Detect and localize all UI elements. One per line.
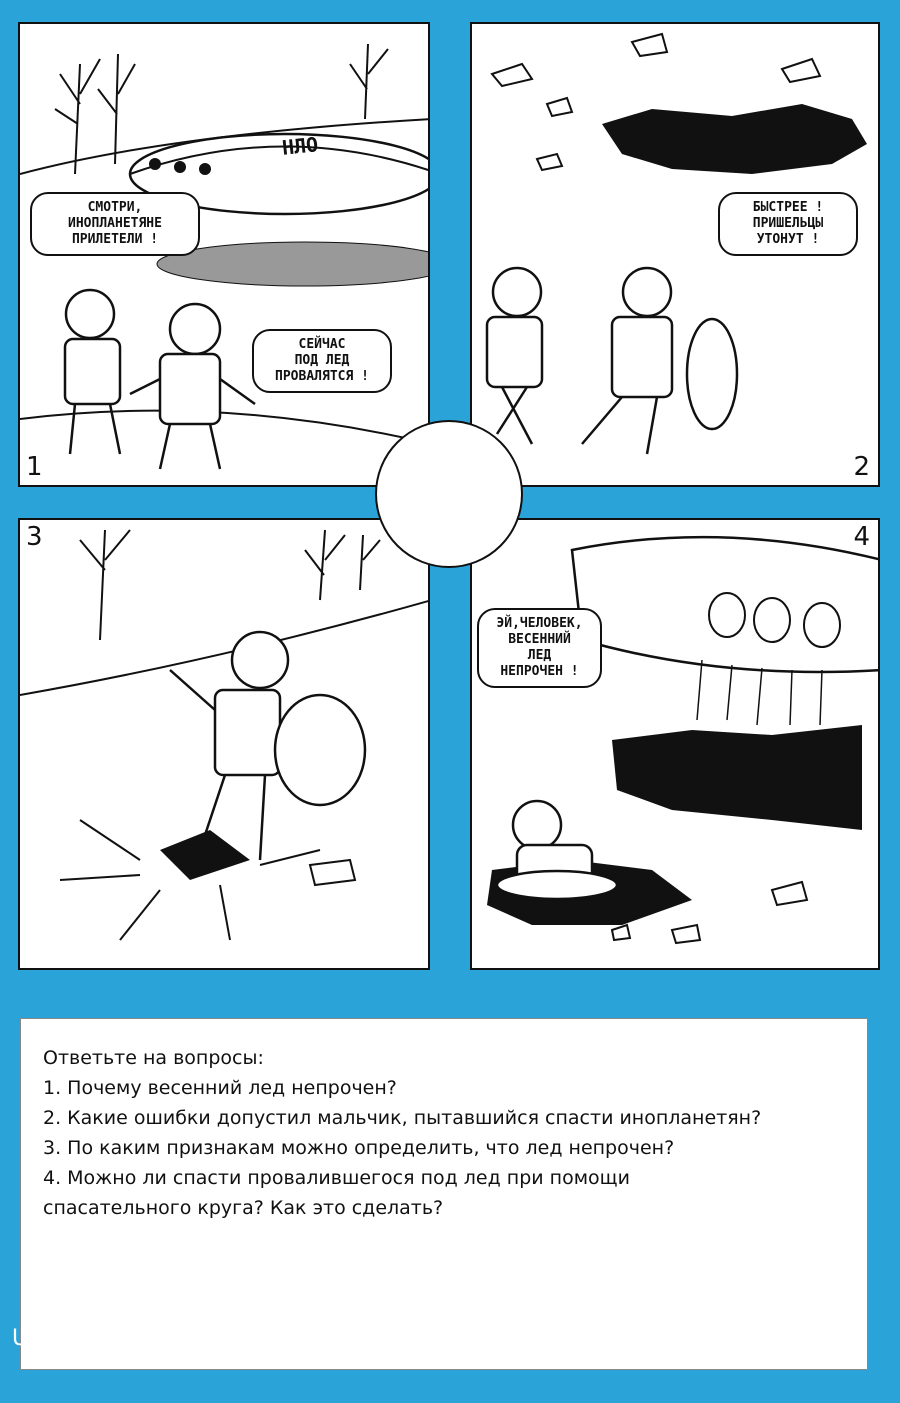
bubble-line: ПРИШЕЛЬЦЫ	[752, 216, 824, 231]
bubble-line: ЛЕД	[527, 648, 552, 663]
speech-bubble	[30, 192, 200, 256]
bubble-line: ПРИЛЕТЕЛИ !	[71, 232, 159, 247]
bubble-line: НЕПРОЧЕН !	[500, 664, 579, 679]
bubble-line: ЭЙ,ЧЕЛОВЕК,	[496, 616, 583, 631]
boy-left	[65, 290, 120, 454]
speech-bubble	[252, 329, 392, 393]
questions-heading: Ответьте на вопросы:	[43, 1047, 264, 1069]
panel-number: 2	[853, 452, 870, 482]
panel-number: 1	[26, 452, 43, 482]
comic-panel-4	[470, 518, 880, 970]
bubble-line: ПОД ЛЕД	[294, 353, 350, 368]
questions-box	[20, 1018, 868, 1370]
comic-panel-1	[18, 22, 430, 487]
question-item: спасательного круга? Как это сделать?	[43, 1197, 444, 1219]
bubble-line: БЫСТРЕЕ !	[752, 200, 824, 215]
speech-bubble	[718, 192, 858, 256]
ufo-drawing	[572, 537, 880, 672]
comic-panel-3	[18, 518, 430, 970]
panel-number: 4	[853, 522, 870, 552]
ufo-label: НЛО	[280, 132, 320, 160]
question-item: 3. По каким признакам можно определить, что лед непрочен?	[43, 1137, 675, 1159]
question-item: 4. Можно ли спасти провалившегося под лед при помощи	[43, 1167, 630, 1189]
comic-panel-2	[470, 22, 880, 487]
page-letter: U	[12, 1326, 29, 1351]
bubble-line: СЕЙЧАС	[298, 337, 346, 352]
bubble-line: ВЕСЕННИЙ	[508, 632, 571, 647]
bubble-line: ПРОВАЛЯТСЯ !	[275, 369, 369, 384]
question-item: 2. Какие ошибки допустил мальчик, пытавшийся спасти инопланетян?	[43, 1107, 762, 1129]
speech-bubble	[477, 608, 602, 688]
bubble-line: СМОТРИ,	[87, 200, 143, 215]
boy-right	[130, 304, 255, 469]
center-circle	[375, 420, 523, 568]
bubble-line: ИНОПЛАНЕТЯНЕ	[68, 216, 162, 231]
panel-3-drawing	[20, 520, 430, 970]
question-item: 1. Почему весенний лед непрочен?	[43, 1077, 397, 1099]
panel-4-drawing	[472, 520, 880, 970]
boy-in-ring	[497, 801, 617, 899]
running-boys	[487, 268, 737, 454]
bare-trees	[80, 530, 380, 640]
panel-number: 3	[26, 522, 43, 552]
boy-with-ring	[170, 632, 365, 860]
bubble-line: УТОНУТ !	[756, 232, 820, 247]
